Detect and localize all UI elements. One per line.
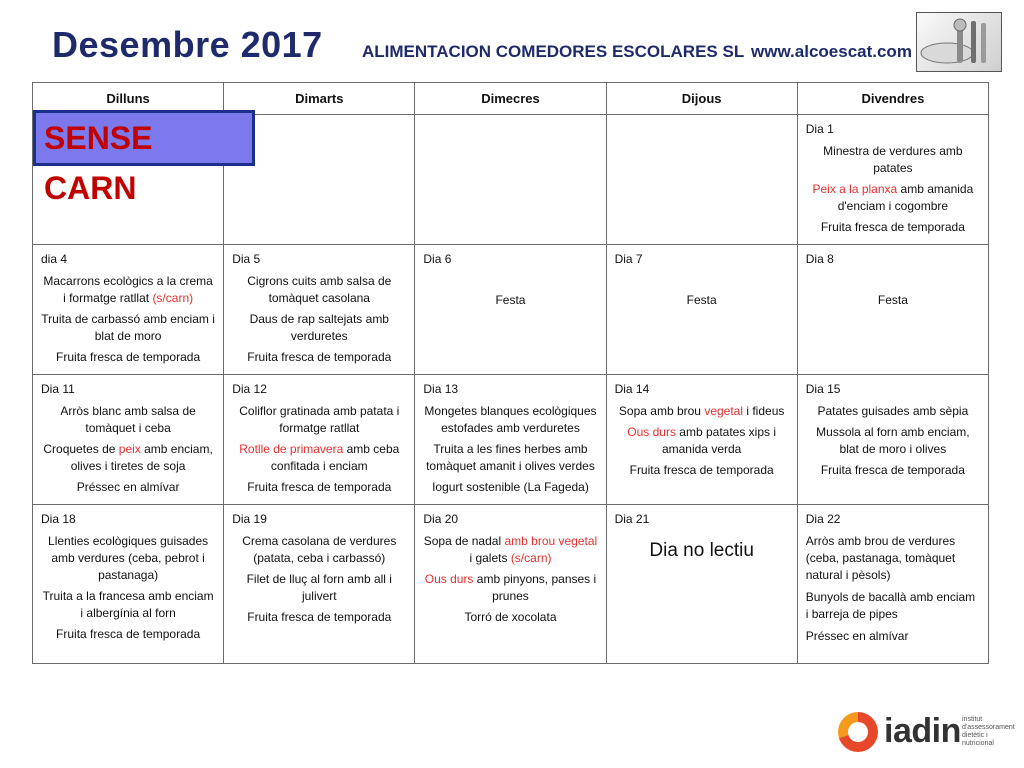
iadin-logo bbox=[838, 708, 1018, 758]
highlight-text: Rotlle de primavera bbox=[239, 442, 344, 456]
dish-text: Sopa amb brou bbox=[618, 404, 705, 418]
cell-empty bbox=[606, 115, 797, 245]
highlight-text: Ous durs bbox=[627, 425, 676, 439]
menu-cell-dia-6 bbox=[415, 245, 606, 375]
dessert: Fruita fresca de temporada bbox=[247, 480, 392, 494]
menu-cell-dia-7 bbox=[606, 245, 797, 375]
day-label: Dia 20 bbox=[423, 512, 459, 526]
dish-text: amb enciam, olives i tiretes de soja bbox=[70, 442, 213, 473]
week-row-2 bbox=[33, 245, 989, 375]
second-course: Daus de rap saltejats amb verduretes bbox=[249, 312, 389, 343]
first-course: Arròs amb brou de verdures (ceba, pastanaga, tomàquet natural i pèsols) bbox=[805, 534, 956, 582]
second-course: Filet de lluç al forn amb all i julivert bbox=[246, 572, 392, 603]
first-course: Patates guisades amb sèpia bbox=[817, 404, 969, 418]
second-course bbox=[806, 181, 980, 215]
day-label: dia 4 bbox=[41, 252, 68, 266]
dish-text: amb ceba confitada i enciam bbox=[270, 442, 400, 473]
dish-text: amb patates xips i amanida verda bbox=[661, 425, 777, 456]
day-label: Dia 15 bbox=[805, 382, 841, 396]
first-course: Coliflor gratinada amb patata i formatge ratllat bbox=[239, 404, 400, 435]
day-label: Dia 8 bbox=[805, 252, 834, 266]
first-course bbox=[615, 403, 789, 420]
dessert: Préssec en almívar bbox=[805, 629, 909, 643]
week-row-4 bbox=[33, 505, 989, 664]
highlight-text: amb brou vegetal bbox=[504, 534, 598, 548]
first-course: Arròs blanc amb salsa de tomàquet i ceba bbox=[60, 404, 196, 435]
iadin-wordmark: iadin bbox=[884, 712, 961, 750]
second-course: Truita a la francesa amb enciam i albergínia al forn bbox=[42, 589, 214, 620]
first-course bbox=[41, 273, 215, 307]
menu-cell-dia-11 bbox=[33, 375, 224, 505]
second-course: Truita de carbassó amb enciam i blat de moro bbox=[41, 312, 215, 343]
first-course bbox=[423, 533, 597, 567]
day-label: Dia 21 bbox=[614, 512, 650, 526]
highlight-text: Ous durs bbox=[424, 572, 474, 586]
highlight-text: (s/carn) bbox=[510, 551, 552, 565]
dish-text: i galets bbox=[469, 551, 511, 565]
dish-text: Macarrons ecològics a la crema i formatge ratllat bbox=[43, 274, 213, 305]
meat-free-badge: SENSE CARN bbox=[33, 110, 255, 166]
second-course: Bunyols de bacallà amb enciam i barreja de pipes bbox=[805, 590, 976, 621]
day-label: Dia 18 bbox=[41, 512, 76, 526]
first-course: Llenties ecològiques guisades amb verdures (ceba, pebrot i pastanaga) bbox=[48, 534, 209, 582]
menu-cell-dia-5 bbox=[224, 245, 415, 375]
day-label: Dia 11 bbox=[41, 382, 75, 396]
highlight-text: Peix a la planxa bbox=[812, 182, 898, 196]
dish-text: Sopa de nadal bbox=[423, 534, 505, 548]
iadin-ring-icon bbox=[838, 712, 878, 752]
menu-cell-dia-8 bbox=[797, 245, 988, 375]
second-course bbox=[423, 571, 597, 605]
day-label: Dia 14 bbox=[614, 382, 650, 396]
menu-cell-dia-13 bbox=[415, 375, 606, 505]
menu-cell-dia-14 bbox=[606, 375, 797, 505]
header-monday: Dilluns bbox=[33, 83, 224, 115]
holiday-label: Festa bbox=[495, 293, 526, 307]
menu-cell-dia-15 bbox=[797, 375, 988, 505]
day-label: Dia 12 bbox=[232, 382, 267, 396]
no-school-day-label: Dia no lectiu bbox=[649, 540, 754, 561]
dessert: Fruita fresca de temporada bbox=[247, 350, 392, 364]
day-label: Dia 22 bbox=[805, 512, 841, 526]
second-course bbox=[41, 441, 215, 475]
first-course: Crema casolana de verdures (patata, ceba i carbassó) bbox=[242, 534, 397, 565]
website-link[interactable]: www.alcoescat.com bbox=[751, 42, 912, 61]
dish-text: Croquetes de bbox=[43, 442, 119, 456]
week-row-3 bbox=[33, 375, 989, 505]
header-friday: Divendres bbox=[797, 83, 988, 115]
dessert: Fruita fresca de temporada bbox=[247, 610, 392, 624]
second-course: Mussola al forn amb enciam, blat de moro i olives bbox=[816, 425, 970, 456]
dessert: Fruita fresca de temporada bbox=[820, 220, 965, 234]
second-course bbox=[615, 424, 789, 458]
menu-cell-dia-22 bbox=[797, 505, 988, 664]
page-title: Desembre 2017 bbox=[52, 24, 323, 65]
cutlery-logo-icon bbox=[916, 12, 1002, 72]
dessert: Iogurt sostenible (La Fageda) bbox=[432, 480, 589, 494]
dish-text: amb pinyons, panses i prunes bbox=[473, 572, 597, 603]
menu-table bbox=[32, 82, 989, 664]
second-course bbox=[232, 441, 406, 475]
second-course: Truita a les fines herbes amb tomàquet amanit i olives verdes bbox=[426, 442, 595, 473]
dessert: Fruita fresca de temporada bbox=[56, 350, 201, 364]
holiday-label: Festa bbox=[877, 293, 908, 307]
day-label: Dia 1 bbox=[805, 122, 834, 136]
menu-cell-dia-1 bbox=[797, 115, 988, 245]
holiday-label: Festa bbox=[686, 293, 717, 307]
menu-cell-dia-12 bbox=[224, 375, 415, 505]
day-label: Dia 7 bbox=[614, 252, 643, 266]
menu-cell-dia-18 bbox=[33, 505, 224, 664]
dish-text: amb amanida d'enciam i cogombre bbox=[837, 182, 974, 213]
dessert: Fruita fresca de temporada bbox=[56, 627, 201, 641]
organization-name: ALIMENTACION COMEDORES ESCOLARES SL bbox=[362, 42, 745, 61]
menu-cell-dia-20 bbox=[415, 505, 606, 664]
first-course: Mongetes blanques ecològiques estofades amb verduretes bbox=[424, 404, 597, 435]
highlight-text: peix bbox=[118, 442, 141, 456]
day-label: Dia 5 bbox=[232, 252, 261, 266]
header-tuesday: Dimarts bbox=[224, 83, 415, 115]
highlight-text: vegetal bbox=[704, 404, 744, 418]
day-label: Dia 6 bbox=[423, 252, 452, 266]
header-thursday: Dijous bbox=[606, 83, 797, 115]
dessert: Fruita fresca de temporada bbox=[629, 463, 774, 477]
iadin-subtitle: institut d'assessorament dietètic i nutricional bbox=[962, 716, 1015, 747]
menu-cell-dia-19 bbox=[224, 505, 415, 664]
menu-cell-dia-4 bbox=[33, 245, 224, 375]
highlight-text: (s/carn) bbox=[152, 291, 194, 305]
first-course: Cigrons cuits amb salsa de tomàquet casolana bbox=[247, 274, 392, 305]
menu-cell-dia-21 bbox=[606, 505, 797, 664]
dish-text: i fideus bbox=[743, 404, 785, 418]
cell-empty bbox=[415, 115, 606, 245]
header-wednesday: Dimecres bbox=[415, 83, 606, 115]
day-label: Dia 19 bbox=[232, 512, 267, 526]
dessert: Préssec en almívar bbox=[76, 480, 180, 494]
dessert: Torró de xocolata bbox=[464, 610, 557, 624]
day-label: Dia 13 bbox=[423, 382, 459, 396]
first-course: Minestra de verdures amb patates bbox=[823, 144, 963, 175]
dessert: Fruita fresca de temporada bbox=[820, 463, 965, 477]
